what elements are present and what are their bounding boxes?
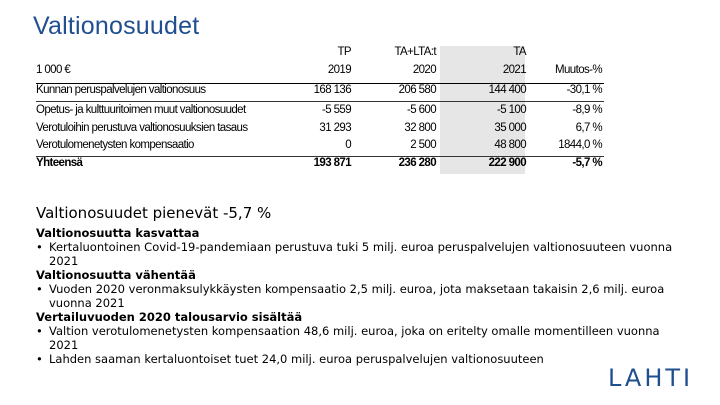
table-cell: 32 800 (404, 122, 436, 134)
bullet-icon: • (36, 352, 43, 366)
table-cell: 193 871 (313, 157, 351, 169)
bullet-text: Lahden saaman kertaluontoiset tuet 24,0 milj. euroa peruspalvelujen valtionosuuteen (49, 352, 544, 366)
list-item (36, 352, 676, 366)
bullet-text: Kertaluontoinen Covid-19-pandemiaan perustuva tuki 5 milj. euroa peruspalvelujen valtionosuuteen vuonna 2021 (49, 240, 673, 268)
bullet-text: Valtion verotulomenetysten kompensaation 48,6 milj. euroa, joka on eritelty omalle momentilleen vuonna 2021 (49, 324, 660, 352)
table-row (36, 104, 604, 122)
section-title: Vertailuvuoden 2020 talousarvio sisältää (36, 310, 303, 324)
bullet-text: Vuoden 2020 veronmaksulykkäysten kompensaatio 2,5 milj. euroa, jota maksetaan takaisin 2,6 milj. euroa vuonna 2021 (49, 282, 665, 310)
section-title: Valtionosuutta kasvattaa (36, 226, 200, 240)
page-title: Valtionosuudet (33, 12, 200, 40)
table-cell: 35 000 (494, 122, 526, 134)
bullet-icon: • (36, 324, 43, 338)
table-cell: 2 500 (410, 139, 436, 151)
header-cell: Muutos-% (555, 64, 602, 76)
lahti-logo: LAHTI (608, 364, 694, 392)
table-cell: 48 800 (494, 139, 526, 151)
table-cell: 168 136 (313, 84, 351, 96)
table-row (36, 84, 604, 102)
table-cell: -5 100 (496, 104, 526, 116)
header-cell: TP (337, 46, 351, 58)
table-cell: 31 293 (319, 122, 351, 134)
table-cell: 144 400 (488, 84, 526, 96)
header-cell: 2021 (502, 64, 526, 76)
bullet-icon: • (36, 282, 43, 296)
header-cell: 2019 (327, 64, 351, 76)
table-cell: 0 (345, 139, 351, 151)
row-label: Yhteensä (36, 157, 83, 169)
table-cell: 222 900 (488, 157, 526, 169)
table-header-row-2 (36, 64, 604, 82)
list-item (36, 240, 676, 268)
table-header-row-1 (36, 46, 604, 64)
section-title: Valtionosuutta vähentää (36, 268, 196, 282)
table-cell: 6,7 % (575, 122, 602, 134)
header-cell: 2020 (412, 64, 436, 76)
table-row (36, 122, 604, 140)
table-cell: 236 280 (398, 157, 436, 169)
header-cell: 1 000 € (36, 64, 71, 76)
table-divider (36, 101, 604, 102)
list-item (36, 324, 676, 352)
table-cell: -5 559 (321, 104, 351, 116)
body-text (36, 204, 676, 366)
table-cell: -30,1 % (566, 84, 602, 96)
table-cell: -5,7 % (572, 157, 602, 169)
table-cell: -8,9 % (572, 104, 602, 116)
row-label: Opetus- ja kulttuuritoimen muut valtionosuudet (36, 104, 246, 116)
row-label: Verotulomenetysten kompensaatio (36, 139, 194, 151)
row-label: Verotuloihin perustuva valtionosuuksien tasaus (36, 122, 248, 134)
table-total-row (36, 157, 604, 175)
table-cell: 206 580 (398, 84, 436, 96)
table-row (36, 139, 604, 157)
table-cell: -5 600 (406, 104, 436, 116)
header-cell: TA (513, 46, 526, 58)
list-item (36, 282, 676, 310)
bullet-icon: • (36, 240, 43, 254)
row-label: Kunnan peruspalvelujen valtionosuus (36, 84, 206, 96)
table-cell: 1844,0 % (558, 139, 602, 151)
body-heading: Valtionosuudet pienevät -5,7 % (36, 204, 272, 222)
header-cell: TA+LTA:t (394, 46, 436, 58)
